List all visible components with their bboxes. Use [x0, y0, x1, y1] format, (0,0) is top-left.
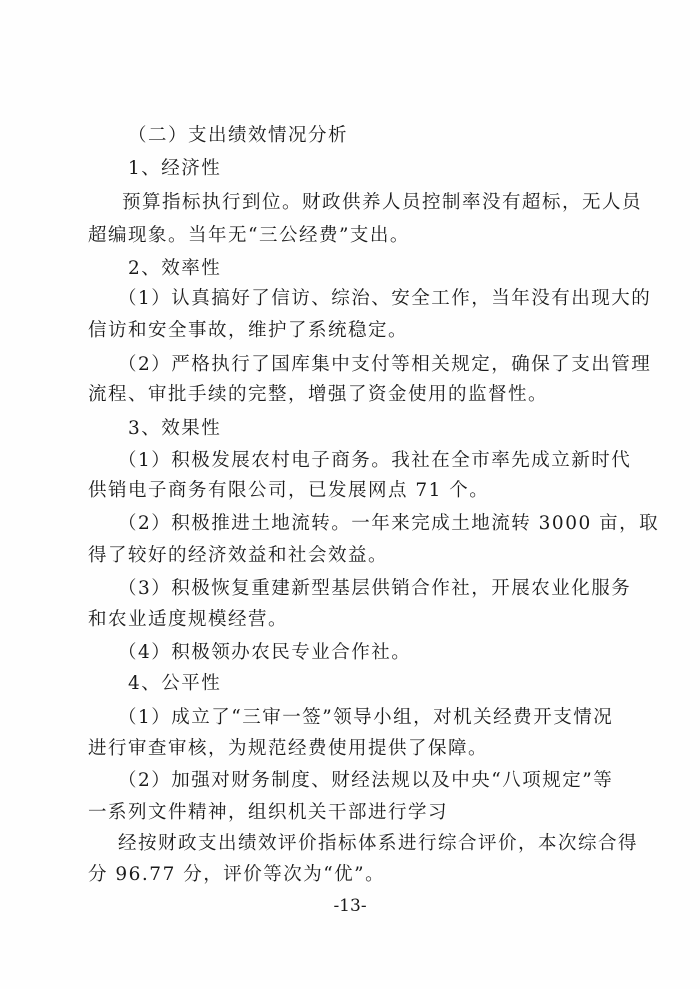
page-number: -13- [333, 896, 367, 916]
paragraph-line: （2）严格执行了国库集中支付等相关规定，确保了支出管理 [118, 354, 652, 375]
subheading-fairness: 4、公平性 [128, 673, 222, 694]
section-heading: （二）支出绩效情况分析 [128, 125, 349, 146]
paragraph-line: 流程、审批手续的完整，增强了资金使用的监督性。 [88, 384, 549, 405]
paragraph-line: （4）积极领办农民专业合作社。 [118, 642, 412, 663]
paragraph-line: （1）积极发展农村电子商务。我社在全市率先成立新时代 [118, 450, 632, 471]
paragraph-line: 和农业适度规模经营。 [88, 609, 289, 630]
paragraph-line: （1）成立了“三审一签”领导小组，对机关经费开支情况 [118, 707, 614, 728]
paragraph-line: 分 96.77 分，评价等次为“优”。 [88, 864, 386, 885]
paragraph-line: 信访和安全事故，维护了系统稳定。 [88, 320, 409, 341]
paragraph-line: （3）积极恢复重建新型基层供销合作社，开展农业化服务 [118, 578, 632, 599]
paragraph-line: 超编现象。当年无“三公经费”支出。 [88, 225, 410, 246]
paragraph-line: 预算指标执行到位。财政供养人员控制率没有超标，无人员 [122, 192, 643, 213]
subheading-efficiency: 2、效率性 [128, 258, 222, 279]
paragraph-line: 进行审查审核，为规范经费使用提供了保障。 [88, 738, 489, 759]
paragraph-line: （1）认真搞好了信访、综治、安全工作，当年没有出现大的 [118, 288, 652, 309]
paragraph-line: 得了较好的经济效益和社会效益。 [88, 545, 389, 566]
subheading-economy: 1、经济性 [128, 158, 222, 179]
subheading-effectiveness: 3、效果性 [128, 418, 222, 439]
paragraph-line: 一系列文件精神，组织机关干部进行学习 [88, 802, 449, 823]
paragraph-line: （2）积极推进土地流转。一年来完成土地流转 3000 亩，取 [118, 513, 660, 534]
paragraph-line: 供销电子商务有限公司，已发展网点 71 个。 [88, 480, 490, 501]
paragraph-line: （2）加强对财务制度、财经法规以及中央“八项规定”等 [118, 770, 614, 791]
paragraph-line: 经按财政支出绩效评价指标体系进行综合评价，本次综合得 [118, 833, 639, 854]
